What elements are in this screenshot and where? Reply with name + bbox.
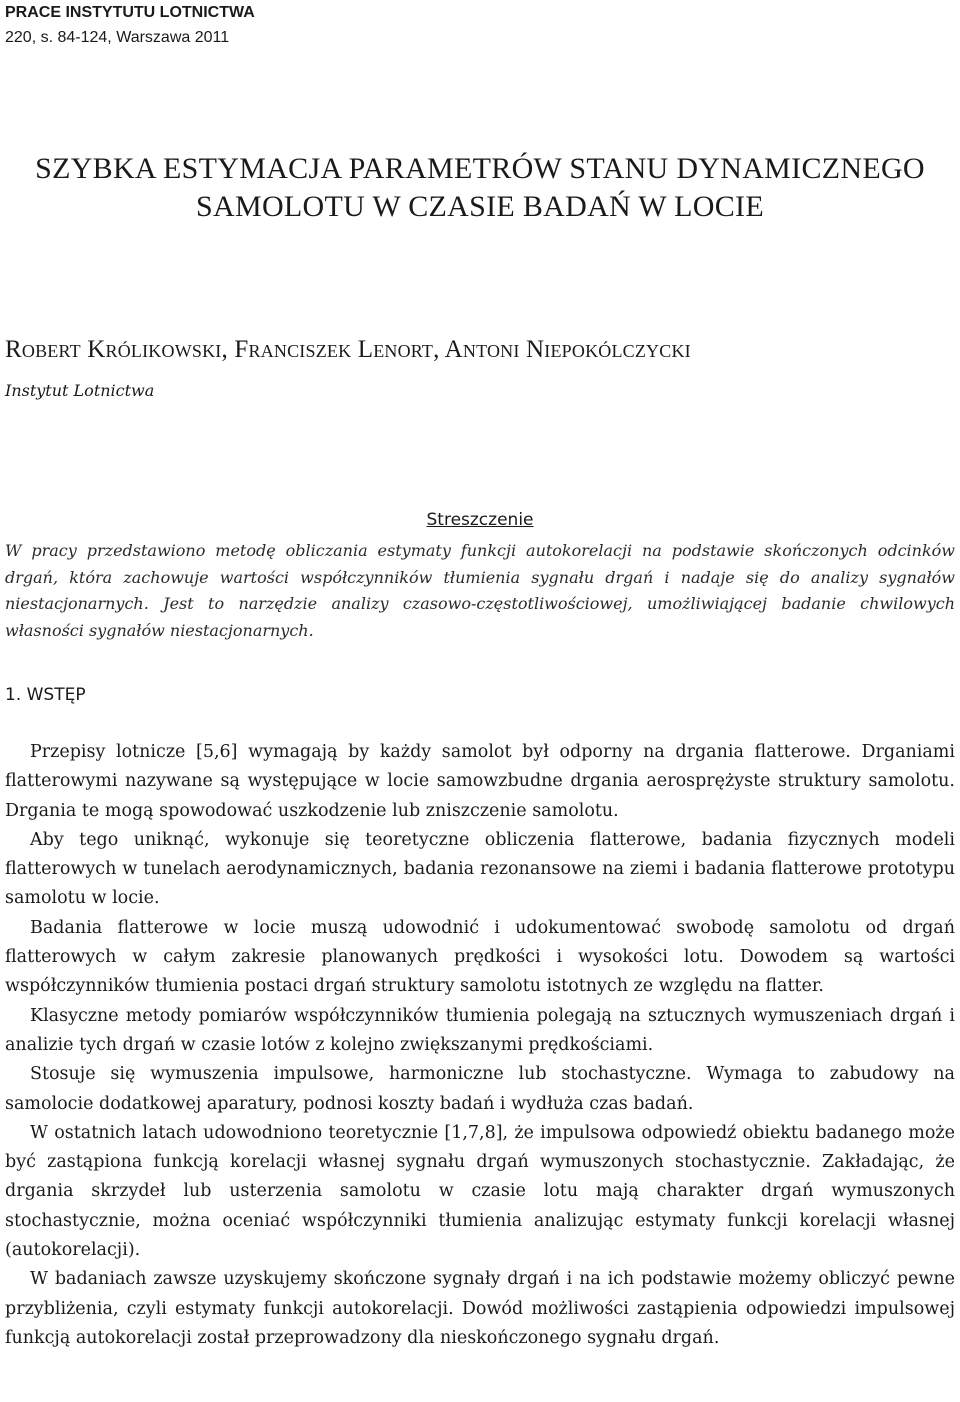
journal-header [5, 0, 255, 50]
title-line-2: SAMOLOTU W CZASIE BADAŃ W LOCIE [196, 190, 764, 223]
affiliation: Instytut Lotnictwa [5, 381, 155, 400]
paragraph: W ostatnich latach udowodniono teoretycznie [1,7,8], że impulsowa odpowiedź obiektu badanego może być zastąpiona funkcją korelacji własnej sygnału drgań wymuszonych stochastycznie. Zakładając, że drgania skrzydeł lub usterzenia samolotu w czasie lotu mają charakter drgań wymuszonych stochastycznie, można oceniać współczynniki tłumienia analizując estymaty funkcji korelacji własnej (autokorelacji). [5, 1122, 955, 1261]
paragraph: W badaniach zawsze uzyskujemy skończone sygnały drgań i na ich podstawie możemy obliczyć pewne przybliżenia, czyli estymaty funkcji autokorelacji. Dowód możliwości zastąpienia odpowiedzi impulsowej funkcją autokorelacji został przeprowadzony dla nieskończonego sygnału drgań. [5, 1269, 955, 1348]
journal-name: PRACE INSTYTUTU LOTNICTWA [5, 4, 255, 21]
paragraph: Przepisy lotnicze [5,6] wymagają by każdy samolot był odporny na drgania flatterowe. Drganiami flatterowymi nazywane są występujące w locie samowzbudne drgania aerosprężyste struktury samolotu. Drgania te mogą spowodować uszkodzenie lub zniszczenie samolotu. [5, 742, 955, 821]
authors: Robert Królikowski, Franciszek Lenort, Antoni Niepokólczycki [5, 336, 691, 363]
journal-issue: 220, s. 84-124, Warszawa 2011 [5, 29, 230, 46]
title-line-1: SZYBKA ESTYMACJA PARAMETRÓW STANU DYNAMICZNEGO [35, 152, 925, 185]
paragraph: Klasyczne metody pomiarów współczynników tłumienia polegają na sztucznych wymuszeniach drgań i analizie tych drgań w czasie lotów z kolejno zwiększanymi prędkościami. [5, 1005, 955, 1055]
paragraph: Stosuje się wymuszenia impulsowe, harmoniczne lub stochastyczne. Wymaga to zabudowy na samolocie dodatkowej aparatury, podnosi koszty badań i wydłuża czas badań. [5, 1064, 955, 1114]
abstract-heading: Streszczenie [426, 510, 534, 530]
paper-title [0, 150, 960, 226]
abstract-text: W pracy przedstawiono metodę obliczania estymaty funkcji autokorelacji na podstawie skończonych odcinków drgań, która zachowuje wartości współczynników tłumienia sygnału drgań i nadaje się do analizy sygnałów niestacjonarnych. Jest to narzędzie analizy czasowo-częstotliwościowej, umożliwiającej badanie chwilowych własności sygnałów niestacjonarnych. [5, 541, 955, 640]
section-body [5, 738, 955, 1353]
paragraph: Aby tego uniknąć, wykonuje się teoretyczne obliczenia flatterowe, badania fizycznych modeli flatterowych w tunelach aerodynamicznych, badania rezonansowe na ziemi i badania flatterowe prototypu samolotu w locie. [5, 829, 955, 909]
paragraph: Badania flatterowe w locie muszą udowodnić i udokumentować swobodę samolotu od drgań flatterowych w całym zakresie planowanych prędkości i wysokości lotu. Dowodem są wartości współczynników tłumienia postaci drgań struktury samolotu istotnych ze względu na flatter. [5, 917, 955, 997]
section-heading: 1. WSTĘP [5, 685, 86, 705]
